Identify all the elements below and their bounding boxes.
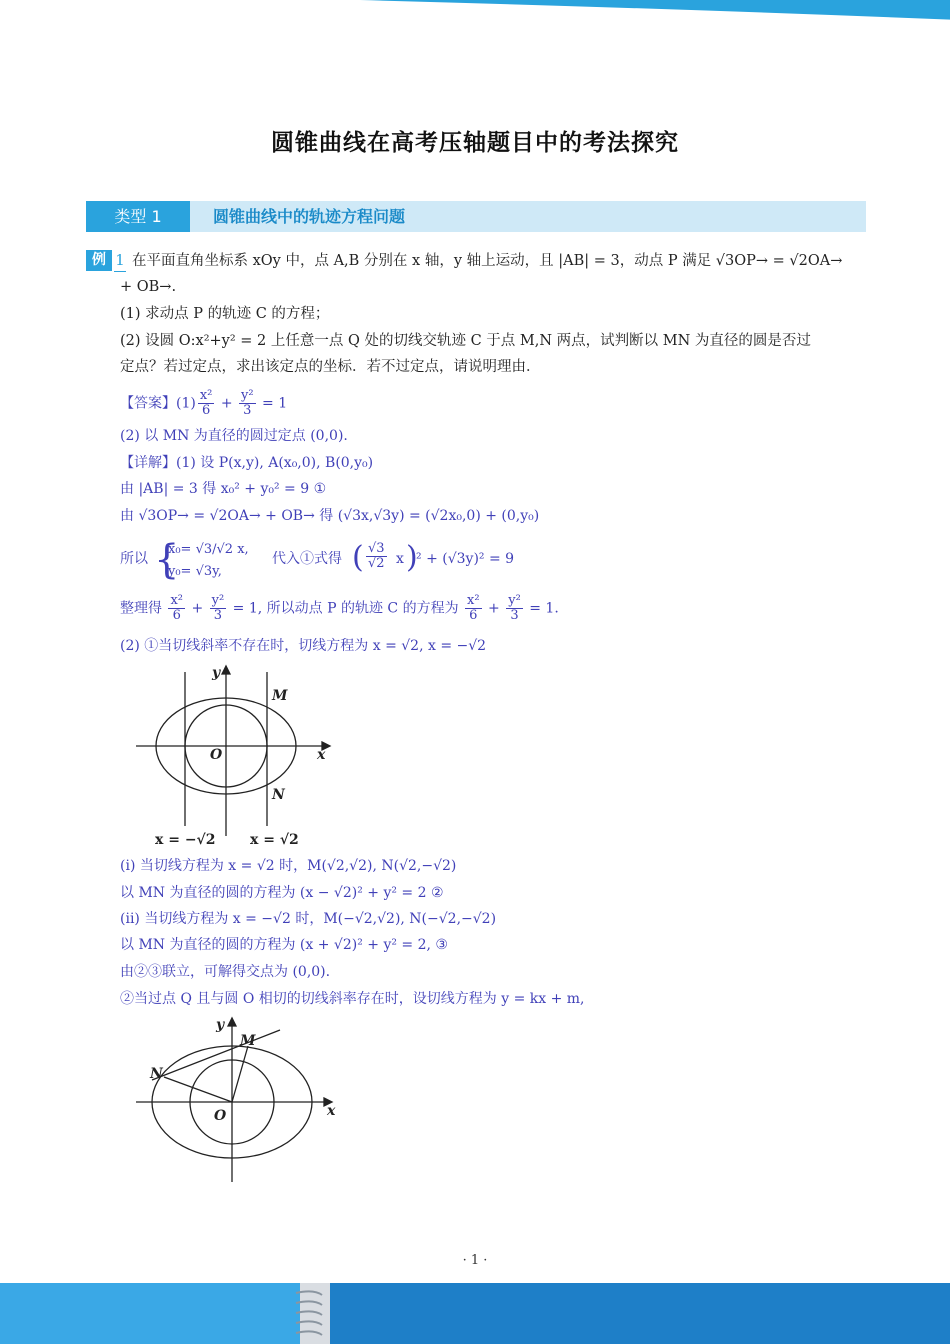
figure-general-tangent: [130, 1012, 345, 1192]
example-label: 例: [86, 250, 112, 271]
paren-open: (: [352, 540, 364, 575]
page-number: · 1 ·: [462, 1253, 488, 1268]
so-label: 所以: [120, 551, 148, 567]
segment-on: [164, 1077, 232, 1102]
footer-decoration: [0, 1283, 950, 1344]
l5-f2-den: 3: [213, 608, 223, 623]
sub-rest: ² + (√3y)² = 9: [416, 551, 515, 567]
brace: {: [154, 537, 180, 583]
l5-middle: = 1, 所以动点 P 的轨迹 C 的方程为: [232, 600, 459, 617]
problem-line-1: 在平面直角坐标系 xOy 中，点 A,B 分别在 x 轴，y 轴上运动，且 |AB| = 3，动点 P 满足 √3OP→ = √2OA→: [132, 253, 843, 269]
fig2-origin-label: O: [214, 1108, 227, 1124]
example-badge: [86, 250, 126, 271]
tangent-line: [152, 1030, 280, 1080]
problem-q2a: (2) 设圆 O:x²+y² = 2 上任意一点 Q 处的切线交轨迹 C 于点 M,N 两点，试判断以 MN 为直径的圆是否过: [120, 333, 811, 349]
sub-frac-den: √2: [368, 556, 385, 571]
fig1-y-label: y: [212, 665, 221, 681]
l5-f3-num: x²: [467, 593, 480, 608]
answer-prefix: 【答案】(1): [120, 395, 196, 412]
fig1-left-caption: x = −√2: [155, 832, 216, 848]
answer-eq: = 1: [262, 395, 288, 412]
figure-vertical-tangents: [130, 660, 340, 856]
answer-frac1-den: 6: [201, 403, 211, 418]
system-eq-b: y₀= √3y,: [168, 564, 222, 579]
l5-f1-den: 6: [172, 608, 181, 623]
fig1-n-label: N: [272, 787, 285, 803]
page-title: 圆锥曲线在高考压轴题目中的考法探究: [271, 130, 679, 156]
problem-line-2: + OB→.: [120, 279, 177, 295]
example-number: 1: [114, 250, 126, 272]
fig1-origin-label: O: [210, 747, 223, 763]
l5-plus1: +: [191, 600, 204, 617]
l5-end: = 1.: [529, 600, 559, 617]
header-decoration: [360, 0, 950, 20]
paren-close: ): [406, 540, 418, 575]
l5-f4-num: y²: [508, 593, 521, 608]
answer-frac2-den: 3: [243, 403, 252, 418]
fig1-x-label: x: [317, 747, 326, 763]
problem-q2b: 定点？若过定点，求出该定点的坐标．若不过定点，请说明理由．: [120, 359, 541, 375]
solution-line-5: [120, 594, 559, 623]
problem-q1: (1) 求动点 P 的轨迹 C 的方程；: [120, 306, 330, 322]
fig2-n-label: N: [150, 1066, 163, 1082]
fig2-m-label: M: [240, 1033, 256, 1049]
l5-f1-num: x²: [170, 593, 183, 608]
solution-line-11: 由②③联立，可解得交点为 (0,0).: [120, 964, 331, 980]
system-eq-a: x₀= √3/√2 x,: [168, 542, 249, 557]
tidy-label: 整理得: [120, 600, 162, 617]
segment-om: [232, 1046, 248, 1102]
y-axis-arrow: [228, 1018, 236, 1026]
solution-line-2: 由 |AB| = 3 得 x₀² + y₀² = 9 ①: [120, 481, 327, 497]
substitute-label: 代入①式得: [272, 551, 342, 567]
solution-line-8: 以 MN 为直径的圆的方程为 (x − √2)² + y² = 2 ②: [120, 885, 444, 901]
sub-frac-num: √3: [368, 541, 385, 556]
solution-line-6: (2) ①当切线斜率不存在时，切线方程为 x = √2, x = −√2: [120, 638, 487, 654]
l5-f3-den: 6: [469, 608, 478, 623]
section-title: 圆锥曲线中的轨迹方程问题: [213, 207, 406, 226]
answer-plus: +: [220, 395, 233, 412]
y-axis-arrow: [222, 666, 230, 674]
answer-frac1-num: x²: [199, 388, 213, 403]
sub-x: x: [396, 551, 404, 567]
l5-plus2: +: [488, 600, 500, 617]
solution-line-12: ②当过点 Q 且与圆 O 相切的切线斜率存在时，设切线方程为 y = kx + m,: [120, 991, 585, 1007]
solution-line-3: 由 √3OP→ = √2OA→ + OB→ 得 (√3x,√3y) = (√2x₀,0) + (0,y₀): [120, 508, 540, 524]
solution-line-1: 【详解】(1) 设 P(x,y), A(x₀,0), B(0,y₀): [120, 455, 374, 471]
answer-line-1: [120, 389, 287, 418]
solution-line-7: (i) 当切线方程为 x = √2 时，M(√2,√2), N(√2,−√2): [120, 858, 457, 874]
l5-f2-num: y²: [211, 593, 225, 608]
fig2-y-label: y: [216, 1017, 225, 1033]
answer-frac2-num: y²: [241, 388, 254, 403]
solution-line-10: 以 MN 为直径的圆的方程为 (x + √2)² + y² = 2, ③: [120, 937, 448, 953]
section-band: [86, 201, 866, 232]
l5-f4-den: 3: [510, 608, 519, 623]
solution-line-9: (ii) 当切线方程为 x = −√2 时，M(−√2,√2), N(−√2,−√2): [120, 911, 497, 927]
fig2-x-label: x: [327, 1103, 336, 1119]
fig1-right-caption: x = √2: [250, 832, 299, 848]
fig1-m-label: M: [272, 688, 288, 704]
answer-line-2: (2) 以 MN 为直径的圆过定点 (0,0).: [120, 428, 348, 444]
section-tag: 类型 1: [86, 201, 190, 232]
